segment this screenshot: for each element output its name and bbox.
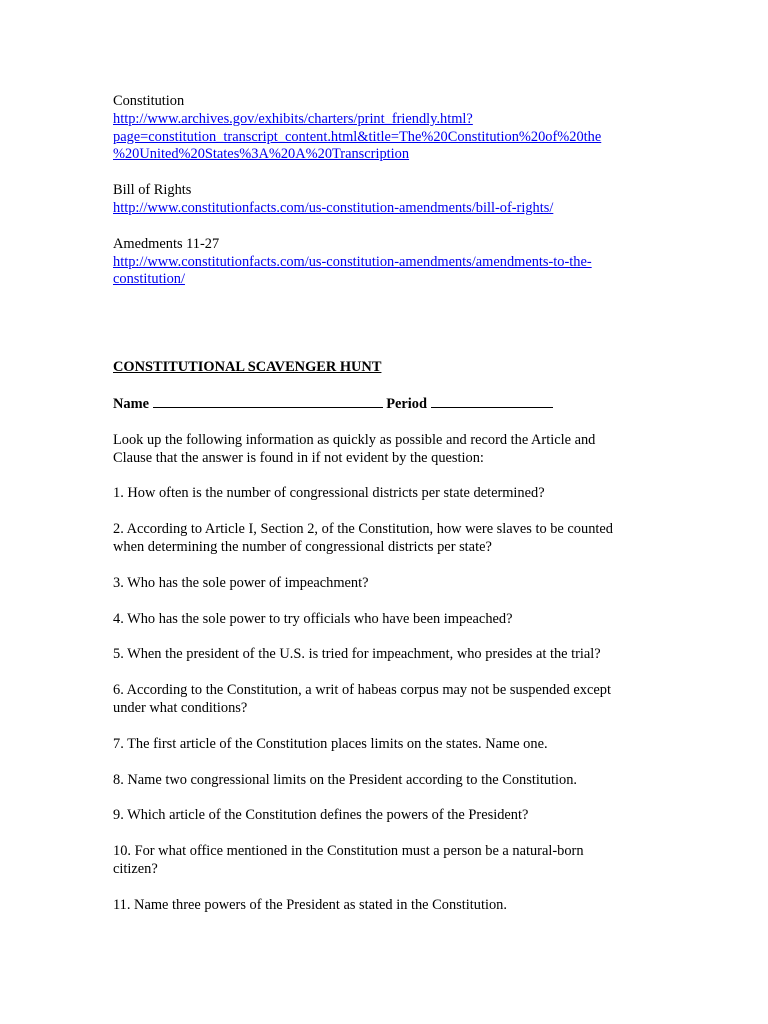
question-2: 2. According to Article I, Section 2, of the Constitution, how were slaves to be counted when determining the number of congressional districts per state? [113,521,613,555]
question-9: 9. Which article of the Constitution defines the powers of the President? [113,807,529,824]
instructions: Look up the following information as quickly as possible and record the Article and Clause that the answer is found in if not evident by the question: [113,431,596,466]
document-page [113,93,673,915]
question-4: 4. Who has the sole power to try officials who have been impeached? [113,610,513,627]
amendments-link[interactable]: http://www.constitutionfacts.com/us-constitution-amendments/amendments-to-the- constitution/ [113,253,592,288]
link-section-constitution [113,93,673,164]
link-section-bill-of-rights [113,182,673,218]
name-blank[interactable] [153,395,383,408]
name-period-row [113,395,673,414]
question-8: 8. Name two congressional limits on the President according to the Constitution. [113,771,578,788]
constitution-link[interactable]: http://www.archives.gov/exhibits/charters/print_friendly.html? page=constitution_transcript_content.html&title=The%20Constitution%20of%20the %20United%20States%3A%20A%20Transcription [113,110,602,163]
question-7: 7. The first article of the Constitution places limits on the states. Name one. [113,735,548,752]
question-list [113,485,673,914]
name-label: Name [113,395,149,412]
question-1: 1. How often is the number of congressional districts per state determined? [113,485,545,502]
period-blank[interactable] [431,395,553,408]
question-6: 6. According to the Constitution, a writ of habeas corpus may not be suspended except under what conditions? [113,682,611,716]
link-section-amendments [113,236,673,289]
question-5: 5. When the president of the U.S. is tried for impeachment, who presides at the trial? [113,646,601,663]
link-label: Bill of Rights [113,182,192,199]
worksheet-title: CONSTITUTIONAL SCAVENGER HUNT [113,359,382,376]
period-label: Period [386,395,427,412]
bill-of-rights-link[interactable]: http://www.constitutionfacts.com/us-constitution-amendments/bill-of-rights/ [113,199,554,216]
link-label: Constitution [113,93,185,109]
question-3: 3. Who has the sole power of impeachment? [113,574,369,591]
link-label: Amedments 11-27 [113,235,220,252]
question-11: 11. Name three powers of the President as stated in the Constitution. [113,896,507,913]
question-10: 10. For what office mentioned in the Constitution must a person be a natural-born citizen? [113,843,584,877]
